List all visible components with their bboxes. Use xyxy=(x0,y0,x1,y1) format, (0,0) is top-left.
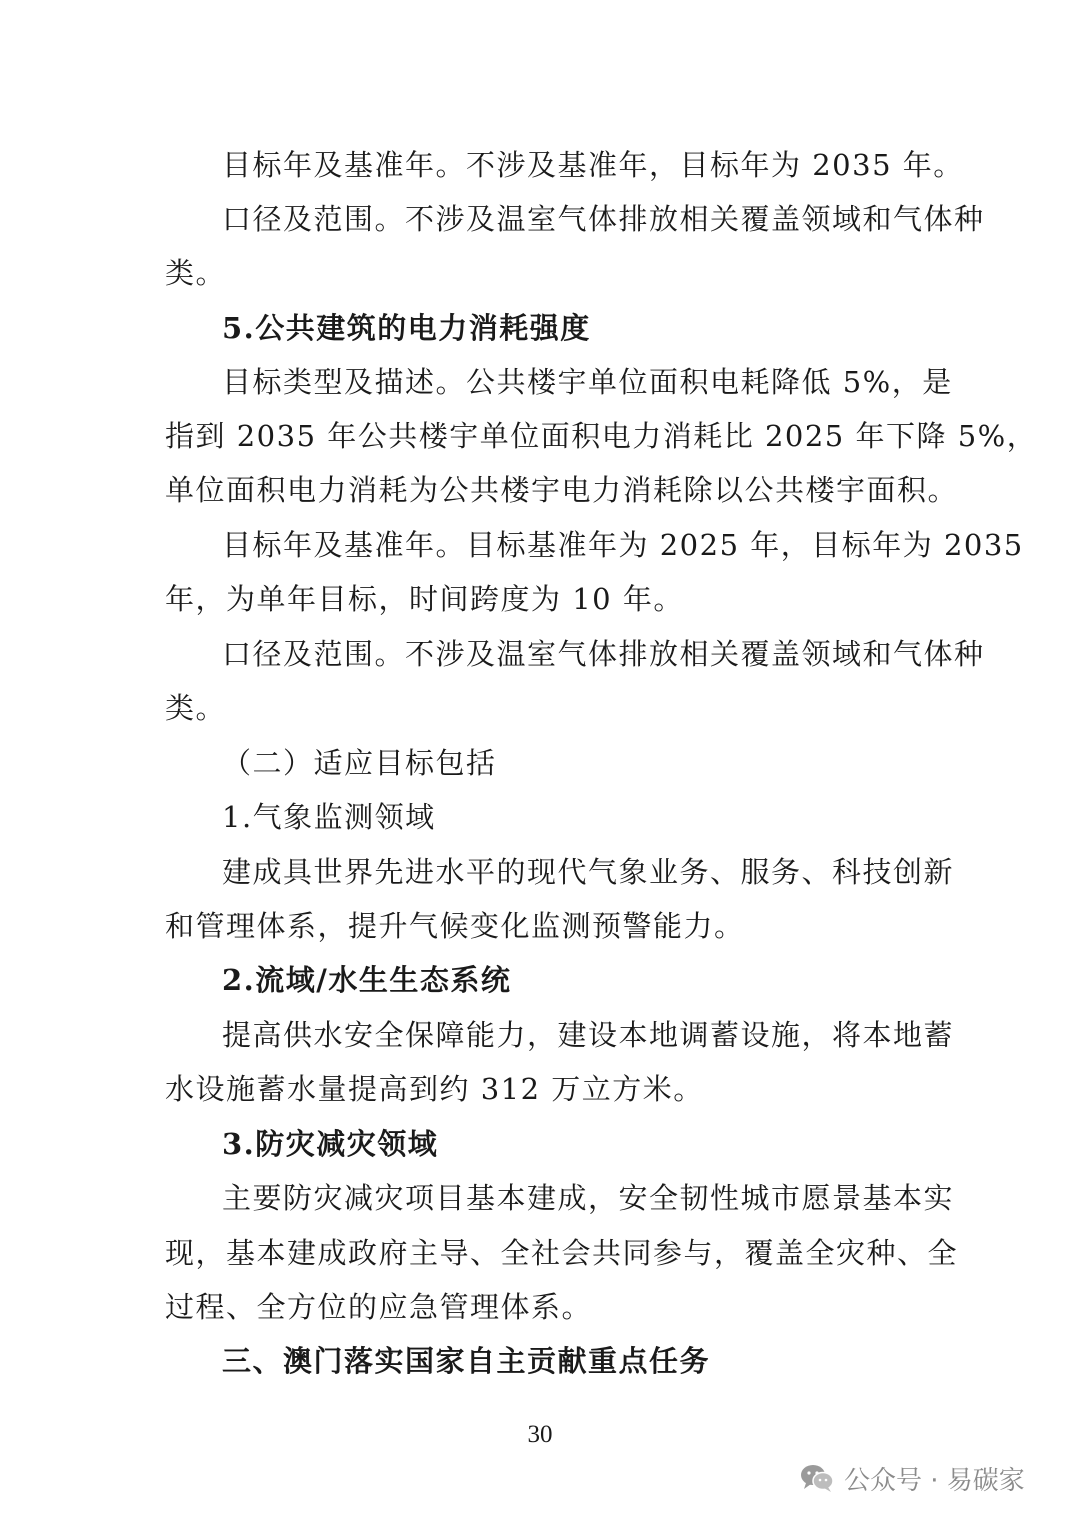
paragraph-line: 指到 2035 年公共楼宇单位面积电力消耗比 2025 年下降 5%， xyxy=(165,419,1038,453)
paragraph-line: 年，为单年目标，时间跨度为 10 年。 xyxy=(165,582,684,616)
paragraph-line: 现，基本建成政府主导、全社会共同参与，覆盖全灾种、全 xyxy=(165,1236,959,1270)
subsection-heading: （二）适应目标包括 xyxy=(222,746,497,780)
paragraph-line: 目标年及基准年。不涉及基准年，目标年为 2035 年。 xyxy=(222,148,964,182)
paragraph-line: 口径及范围。不涉及温室气体排放相关覆盖领域和气体种 xyxy=(222,202,985,236)
paragraph-line: 过程、全方位的应急管理体系。 xyxy=(165,1290,593,1324)
paragraph-line: 提高供水安全保障能力，建设本地调蓄设施，将本地蓄 xyxy=(222,1018,955,1052)
section-heading: 2.流域/水生生态系统 xyxy=(222,963,512,997)
paragraph-line: 目标年及基准年。目标基准年为 2025 年，目标年为 2035 xyxy=(222,528,1024,562)
paragraph-line: 水设施蓄水量提高到约 312 万立方米。 xyxy=(165,1072,704,1106)
chapter-heading: 三、澳门落实国家自主贡献重点任务 xyxy=(222,1344,711,1378)
watermark-text: 公众号 · 易碳家 xyxy=(844,1465,1025,1496)
page-number: 30 xyxy=(527,1421,553,1448)
paragraph-line: 和管理体系，提升气候变化监测预警能力。 xyxy=(165,909,745,943)
paragraph-line: 建成具世界先进水平的现代气象业务、服务、科技创新 xyxy=(222,855,955,889)
paragraph-line: 类。 xyxy=(165,691,227,725)
paragraph-line: 类。 xyxy=(165,256,227,290)
section-heading: 3.防灾减灾领域 xyxy=(222,1127,439,1161)
section-heading: 1.气象监测领域 xyxy=(222,800,436,834)
section-heading: 5.公共建筑的电力消耗强度 xyxy=(222,311,591,345)
paragraph-line: 口径及范围。不涉及温室气体排放相关覆盖领域和气体种 xyxy=(222,637,985,671)
paragraph-line: 主要防灾减灾项目基本建成，安全韧性城市愿景基本实 xyxy=(222,1181,955,1215)
paragraph-line: 目标类型及描述。公共楼宇单位面积电耗降低 5%，是 xyxy=(222,365,953,399)
paragraph-line: 单位面积电力消耗为公共楼宇电力消耗除以公共楼宇面积。 xyxy=(165,473,959,507)
wechat-icon xyxy=(800,1463,834,1493)
watermark xyxy=(800,1458,1025,1498)
